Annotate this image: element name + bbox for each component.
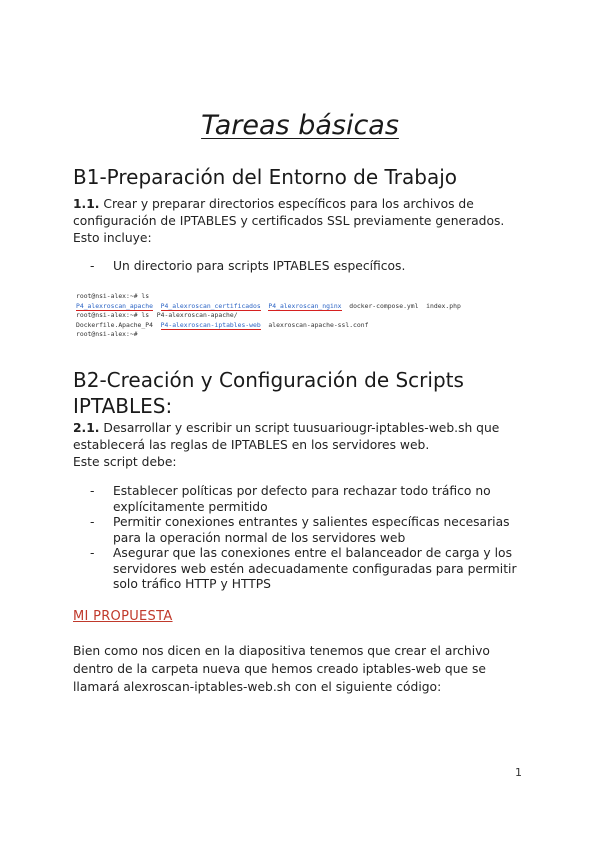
section-b1-list [90, 259, 530, 275]
terminal-files: docker-compose.yml index.php [349, 301, 461, 310]
list-dash: - [90, 484, 95, 498]
section-b1-text: Crear y preparar directorios específicos para los archivos de configuración de IPTABLES y certificados SSL previamente generados. Esto incluye: [73, 197, 505, 245]
list-item [90, 259, 530, 275]
list-dash: - [90, 515, 95, 529]
section-b2-number: 2.1. [73, 421, 100, 435]
terminal-line-5: root@nsi-alex:~# [76, 330, 138, 339]
terminal-dir-certificados: P4_alexroscan_certificados [160, 301, 261, 310]
list-dash: - [90, 546, 95, 560]
page-number: 1 [515, 766, 522, 779]
terminal-dir-apache: P4_alexroscan_apache [76, 301, 153, 310]
section-b2-heading: B2-Creación y Configuración de Scripts IPTABLES: [73, 368, 464, 418]
list-item-text: Permitir conexiones entrantes y salientes específicas necesarias para la operación normal de los servidores web [113, 515, 510, 545]
section-b1-paragraph [73, 196, 533, 247]
list-item-text: Un directorio para scripts IPTABLES específicos. [113, 259, 406, 273]
list-item [90, 484, 530, 515]
page-title: Tareas básicas [201, 110, 399, 141]
section-b2-list [90, 484, 530, 593]
terminal-dockerfile: Dockerfile.Apache_P4 [76, 320, 153, 329]
terminal-dir-nginx: P4_alexroscan_nginx [268, 301, 342, 310]
terminal-conf-file: alexroscan-apache-ssl.conf [268, 320, 369, 329]
list-item-text: Establecer políticas por defecto para rechazar todo tráfico no explícitamente permitido [113, 484, 491, 514]
propuesta-paragraph: Bien como nos dicen en la diapositiva tenemos que crear el archivo dentro de la carpeta nueva que hemos creado iptables-web que se llamará alexroscan-iptables-web.sh con el siguiente código: [73, 644, 490, 694]
list-dash: - [90, 259, 95, 273]
terminal-line-3: root@nsi-alex:~# ls P4-alexroscan-apache/ [76, 311, 238, 320]
list-item [90, 546, 530, 593]
section-b2-text: Desarrollar y escribir un script tuusuariougr-iptables-web.sh que establecerá las reglas de IPTABLES en los servidores web. [73, 421, 500, 452]
section-b1-heading: B1-Preparación del Entorno de Trabajo [73, 165, 458, 189]
terminal-line-1: root@nsi-alex:~# ls [76, 292, 150, 300]
list-item [90, 515, 530, 546]
propuesta-heading: MI PROPUESTA [73, 609, 173, 624]
terminal-dir-iptables: P4-alexroscan-iptables-web [160, 320, 261, 329]
section-b2-text-2: Este script debe: [73, 455, 177, 469]
list-item-text: Asegurar que las conexiones entre el balanceador de carga y los servidores web estén adecuadamente configuradas para permitir solo tráfico HTTP y HTTPS [113, 546, 517, 591]
section-b1-number: 1.1. [73, 197, 100, 211]
terminal-screenshot [76, 292, 536, 340]
section-b2-paragraph [73, 420, 533, 471]
